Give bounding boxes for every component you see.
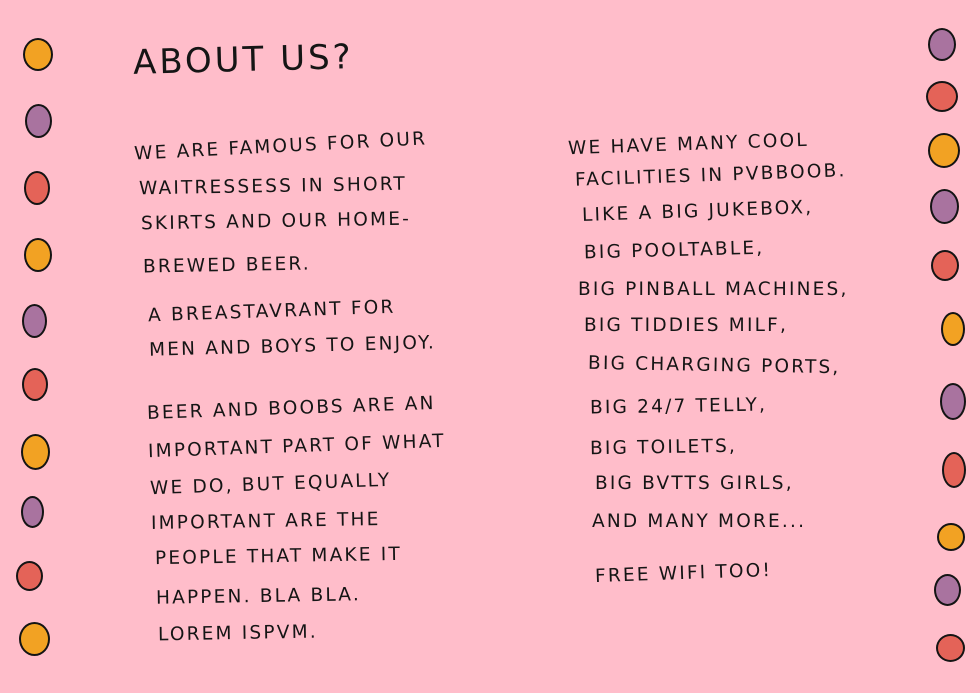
- red-dot: [926, 81, 958, 112]
- red-dot: [936, 634, 965, 662]
- purple-dot: [934, 574, 961, 606]
- orange-dot: [23, 38, 53, 71]
- orange-dot: [928, 133, 960, 168]
- purple-dot: [928, 28, 956, 61]
- paragraph-line: HAPPEN. BLA BLA.: [155, 584, 362, 609]
- paragraph-line: BREWED BEER.: [142, 253, 312, 278]
- purple-dot: [25, 104, 52, 138]
- facility-item: BIG TIDDIES MILF,: [584, 315, 789, 336]
- orange-dot: [19, 622, 50, 656]
- paragraph-line: MEN AND BOYS TO ENJOY.: [148, 332, 437, 361]
- paragraph-line: IMPORTANT ARE THE: [150, 508, 381, 535]
- wifi-note: FREE WIFI TOO!: [594, 559, 773, 588]
- facility-item: BIG PINBALL MACHINES,: [578, 279, 849, 300]
- orange-dot: [21, 434, 50, 470]
- purple-dot: [930, 189, 959, 224]
- paragraph-line: WE HAVE MANY COOL: [567, 129, 810, 160]
- paragraph-line: A BREASTAVRANT FOR: [147, 296, 396, 327]
- paragraph-line: IMPORTANT PART OF WHAT: [147, 430, 446, 463]
- paragraph-line: SKIRTS AND OUR HOME-: [140, 208, 412, 235]
- facility-item: BIG 24/7 TELLY,: [589, 394, 768, 419]
- page-title: ABOUT US?: [132, 37, 355, 83]
- orange-dot: [937, 523, 965, 551]
- facility-item: BIG POOLTABLE,: [583, 237, 765, 264]
- paragraph-line: BEER AND BOOBS ARE AN: [146, 392, 436, 425]
- facility-item: BIG BVTTS GIRLS,: [595, 473, 794, 494]
- purple-dot: [940, 383, 966, 420]
- paragraph-line: WAITRESSESS IN SHORT: [138, 173, 408, 200]
- red-dot: [24, 171, 50, 205]
- paragraph-line: FACILITIES IN PVBBOOB.: [574, 160, 847, 191]
- facility-item: BIG TOILETS,: [589, 435, 738, 460]
- red-dot: [931, 250, 959, 281]
- paragraph-line: PEOPLE THAT MAKE IT: [154, 543, 403, 570]
- facility-item: AND MANY MORE...: [592, 511, 807, 532]
- purple-dot: [21, 496, 44, 528]
- paragraph-line: WE ARE FAMOUS FOR OUR: [133, 128, 428, 165]
- paragraph-line: WE DO, BUT EQUALLY: [149, 469, 392, 500]
- red-dot: [22, 368, 48, 401]
- paragraph-line: LOREM ISPVM.: [157, 621, 319, 646]
- red-dot: [942, 452, 966, 488]
- orange-dot: [941, 312, 965, 346]
- red-dot: [16, 561, 43, 591]
- purple-dot: [22, 304, 47, 338]
- facility-item: LIKE A BIG JUKEBOX,: [581, 196, 814, 227]
- orange-dot: [24, 238, 52, 272]
- facility-item: BIG CHARGING PORTS,: [587, 352, 841, 379]
